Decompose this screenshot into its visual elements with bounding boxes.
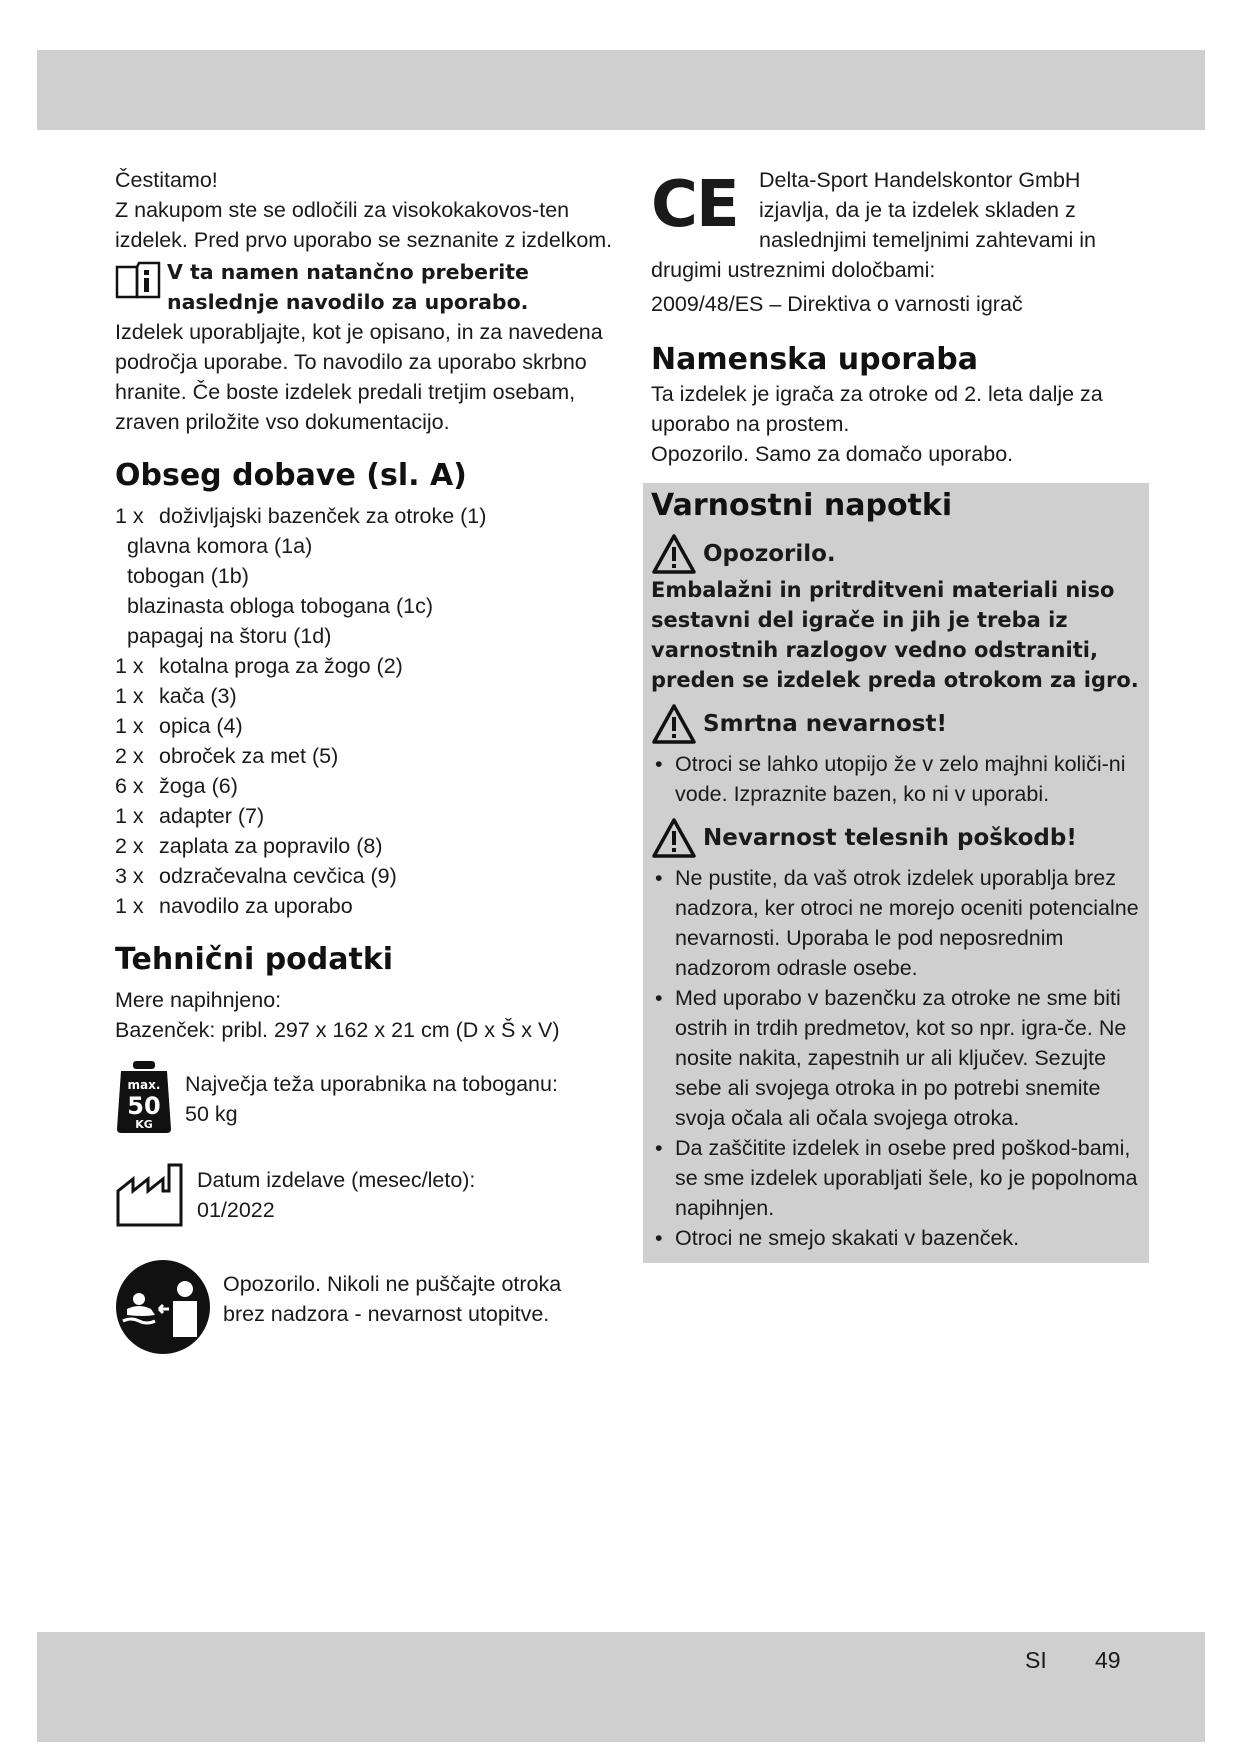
read-notice-text: V ta namen natančno preberite naslednje navodilo za uporabo. — [167, 260, 529, 314]
warning-1-header — [651, 533, 1139, 575]
scope-item — [115, 621, 615, 651]
warning-triangle-icon — [651, 703, 697, 745]
scope-item-label: navodilo za uporabo — [159, 894, 353, 918]
scope-item-label: tobogan (1b) — [127, 564, 249, 588]
scope-item — [115, 591, 615, 621]
scope-item — [115, 711, 615, 741]
right-column — [651, 165, 1139, 1263]
scope-item — [115, 891, 615, 921]
scope-item-label: kotalna proga za žogo (2) — [159, 654, 403, 678]
warning-3-title: Nevarnost telesnih poškodb! — [703, 825, 1077, 851]
scope-item-label: adapter (7) — [159, 804, 265, 828]
scope-item — [115, 741, 615, 771]
safety-heading: Varnostni napotki — [651, 488, 953, 523]
scope-item-label: kača (3) — [159, 684, 237, 708]
scope-item — [115, 501, 615, 531]
supervision-warning-row — [115, 1259, 615, 1355]
scope-item-label: papagaj na štoru (1d) — [127, 624, 332, 648]
warning-1-text: Embalažni in pritrditveni materiali niso sestavni del igrače in jih je treba iz varnostnih razlogov vedno odstraniti, preden se izdelek preda otrokom za igro. — [651, 578, 1139, 692]
tech-heading: Tehnični podatki — [115, 942, 394, 977]
warning-2-list — [651, 749, 1139, 809]
scope-item-label: blazinasta obloga tobogana (1c) — [127, 594, 433, 618]
scope-item-qty: 2 x — [115, 834, 144, 858]
scope-item — [115, 771, 615, 801]
scope-item-label: zaplata za popravilo (8) — [159, 834, 383, 858]
scope-heading: Obseg dobave (sl. A) — [115, 458, 467, 493]
max-weight-row — [115, 1059, 615, 1135]
weight-icon-top: max. — [127, 1078, 161, 1092]
dims-value: Bazenček: pribl. 297 x 162 x 21 cm (D x Š x V) — [115, 1018, 560, 1042]
safety-box — [643, 483, 1149, 1263]
max-weight-text: Največja teža uporabnika na toboganu: 50 kg — [185, 1072, 558, 1126]
ce-declaration — [651, 165, 1131, 255]
supervision-warning-icon — [115, 1259, 211, 1355]
bullet-item: • Otroci se lahko utopijo že v zelo majhni količi-ni vode. Izpraznite bazen, ko ni v uporabi. — [651, 749, 1139, 809]
scope-item-qty: 1 x — [115, 684, 144, 708]
scope-item-qty: 1 x — [115, 714, 144, 738]
scope-item — [115, 531, 615, 561]
bullet-item: • Ne pustite, da vaš otrok izdelek uporablja brez nadzora, ker otroci ne morejo oceniti potencialne nevarnosti. Uporaba le pod neposrednim nadzorom odrasle osebe. — [651, 863, 1139, 983]
intended-use-warning: Opozorilo. Samo za domačo uporabo. — [651, 442, 1014, 466]
scope-list — [115, 501, 615, 921]
weight-icon-value: 50 — [127, 1092, 161, 1120]
supervision-warning-text: Opozorilo. Nikoli ne puščajte otroka brez nadzora - nevarnost utopitve. — [223, 1272, 562, 1326]
scope-item — [115, 861, 615, 891]
scope-item — [115, 651, 615, 681]
scope-item-qty: 1 x — [115, 894, 144, 918]
ce-text: Delta-Sport Handelskontor GmbH izjavlja, da je ta izdelek skladen z naslednjimi temeljnimi zahtevami in — [759, 168, 1096, 252]
ce-mark: CE — [651, 168, 738, 242]
scope-item-qty: 1 x — [115, 654, 144, 678]
bullet-item: • Otroci ne smejo skakati v bazenček. — [651, 1223, 1139, 1253]
scope-item-label: žoga (6) — [159, 774, 238, 798]
manufacture-date-text: Datum izdelave (mesec/leto): 01/2022 — [197, 1168, 476, 1222]
intended-use-heading: Namenska uporaba — [651, 342, 979, 377]
scope-item-qty: 1 x — [115, 804, 144, 828]
warning-triangle-icon — [651, 817, 697, 859]
scope-item-label: doživljajski bazenček za otroke (1) — [159, 504, 487, 528]
scope-item-label: opica (4) — [159, 714, 243, 738]
dims-label: Mere napihnjeno: — [115, 988, 282, 1012]
scope-item — [115, 561, 615, 591]
intro-text: Z nakupom ste se odločili za visokokakovos-ten izdelek. Pred prvo uporabo se seznanite z izdelkom. — [115, 198, 613, 252]
weight-icon-unit: KG — [135, 1118, 153, 1131]
ce-continuation: drugimi ustreznimi določbami: — [651, 258, 936, 282]
scope-item-label: odzračevalna cevčica (9) — [159, 864, 397, 888]
warning-2-header — [651, 703, 1139, 745]
scope-item — [115, 681, 615, 711]
left-column — [115, 165, 615, 1355]
bullet-item: • Med uporabo v bazenčku za otroke ne sme biti ostrih in trdih predmetov, kot so npr. igra-če. Ne nosite nakita, zapestnih ur ali ključev. Sezujte sebe ali svojega otroka in po potrebi snemite svoja očala ali očala svojega otroka. — [651, 983, 1139, 1133]
page-number: 49 — [1095, 1647, 1121, 1673]
manufacture-date-icon — [115, 1161, 185, 1229]
warning-3-header — [651, 817, 1139, 859]
bullet-item: • Da zaščitite izdelek in osebe pred poškod-bami, se sme izdelek uporabljati šele, ko je popolnoma napihnjen. — [651, 1133, 1139, 1223]
scope-item — [115, 801, 615, 831]
manufacture-date-row — [115, 1161, 615, 1229]
warning-2-title: Smrtna nevarnost! — [703, 711, 947, 737]
warning-1-title: Opozorilo. — [703, 541, 836, 567]
intended-use-text: Ta izdelek je igrača za otroke od 2. leta dalje za uporabo na prostem. — [651, 382, 1103, 436]
scope-item-qty: 1 x — [115, 504, 144, 528]
usage-text: Izdelek uporabljajte, kot je opisano, in za navedena področja uporabe. To navodilo za uporabo skrbno hranite. Če boste izdelek predali tretjim osebam, zraven priložite vso dokumentacijo. — [115, 320, 603, 434]
max-weight-icon — [115, 1059, 173, 1135]
directive: 2009/48/ES – Direktiva o varnosti igrač — [651, 292, 1023, 316]
scope-item-qty: 2 x — [115, 744, 144, 768]
header-band — [37, 50, 1205, 130]
scope-item-qty: 3 x — [115, 864, 144, 888]
scope-item-label: glavna komora (1a) — [127, 534, 313, 558]
scope-item-qty: 6 x — [115, 774, 144, 798]
read-notice — [115, 257, 615, 317]
scope-item-label: obroček za met (5) — [159, 744, 339, 768]
manual-info-icon — [115, 261, 161, 299]
warning-triangle-icon — [651, 533, 697, 575]
greeting: Čestitamo! — [115, 168, 218, 192]
scope-item — [115, 831, 615, 861]
warning-3-list — [651, 863, 1139, 1253]
footer-language: SI — [1025, 1647, 1047, 1673]
